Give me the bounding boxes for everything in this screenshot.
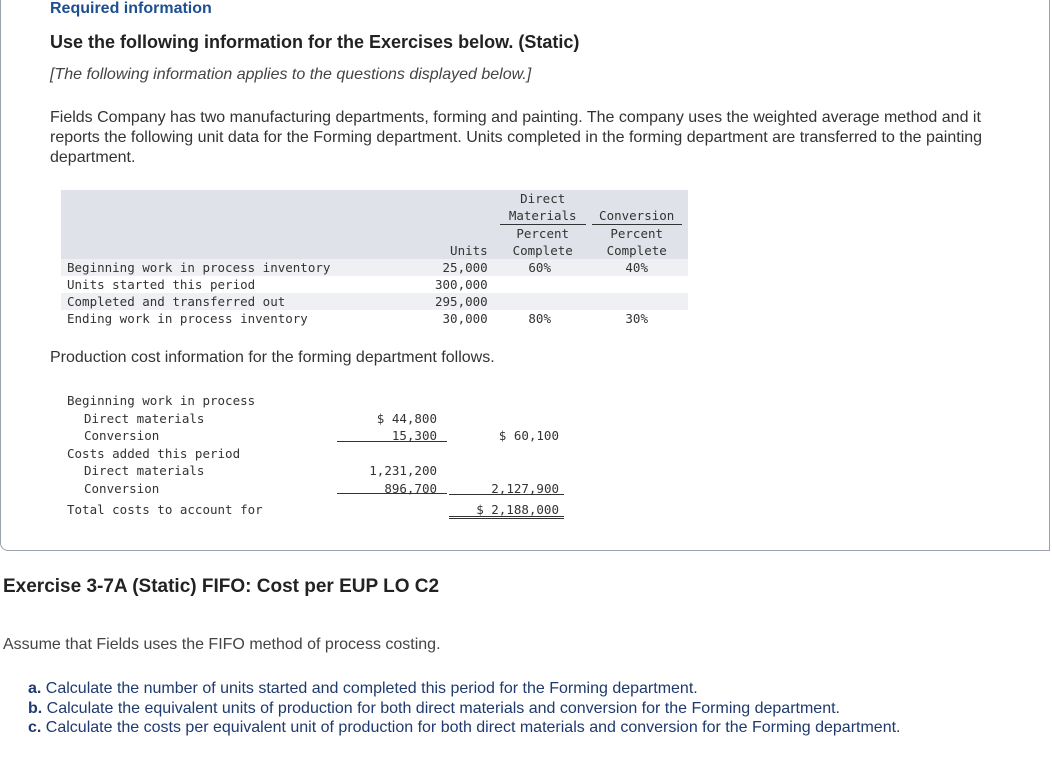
units-header: Units	[429, 190, 494, 259]
exercise-title: Exercise 3-7A (Static) FIFO: Cost per EUP LO C2	[3, 576, 440, 597]
list-item: c. Calculate the costs per equivalent unit of production for both direct materials and conversion for the Forming department.	[28, 719, 901, 736]
info-card: Required information Use the following information for the Exercises below. (Static) [The following information applies to the questions displayed below.] Fields Company has two manufacturing departments, forming and painting. The company uses the weighted average method and it reports the following unit data for the Forming department. Units completed in the forming department are transferred to the painting department. Units Direct Materials Percent Complete Conversion Percent Complete Beginning work in process inventory 25,000 60% 40% Units started this period 300,000 Completed and transferred out 295,000 Ending work in process inventory 30,000 80% 30% Production cost information for the forming department follows. Beginning work in process Direct materials $ 44,800 Conversion 15,300 $ 60,100 Costs added this period Direct materials 1,231,200 Conversion 896,700 2,127,900 Total costs to account for $ 2,188,000	[0, 0, 1050, 551]
assumption-text: Assume that Fields uses the FIFO method of process costing.	[3, 636, 441, 653]
table-row: Units started this period 300,000	[67, 277, 488, 292]
table-row: Beginning work in process inventory 25,000 60% 40%	[61, 259, 688, 276]
table-row: Ending work in process inventory 30,000 80% 30%	[67, 311, 648, 326]
production-intro: Production cost information for the forming department follows.	[50, 349, 495, 366]
subtotal-rule	[449, 494, 564, 495]
total-double-rule	[449, 516, 564, 519]
subtotal-rule	[337, 441, 447, 442]
unit-data-table	[61, 190, 688, 327]
dm-header: Direct Materials Percent Complete	[494, 190, 586, 259]
exercise-intro-heading: Use the following information for the Exercises below. (Static)	[50, 32, 580, 52]
list-item: b. Calculate the equivalent units of production for both direct materials and conversion for the Forming department.	[28, 699, 840, 717]
table-row: Completed and transferred out 295,000	[61, 293, 688, 310]
question-list	[28, 679, 900, 738]
conv-header: Conversion Percent Complete	[586, 190, 688, 259]
company-description: Fields Company has two manufacturing departments, forming and painting. The company uses the weighted average method and it reports the following unit data for the Forming department. Units completed in the forming department are transferred to the painting department.	[50, 109, 983, 166]
unit-table-header	[61, 190, 688, 259]
applies-note: [The following information applies to the questions displayed below.]	[50, 66, 532, 83]
subtotal-rule	[337, 493, 447, 494]
list-item: a. Calculate the number of units started and completed this period for the Forming department.	[28, 680, 698, 697]
required-info-heading: Required information	[50, 0, 212, 17]
